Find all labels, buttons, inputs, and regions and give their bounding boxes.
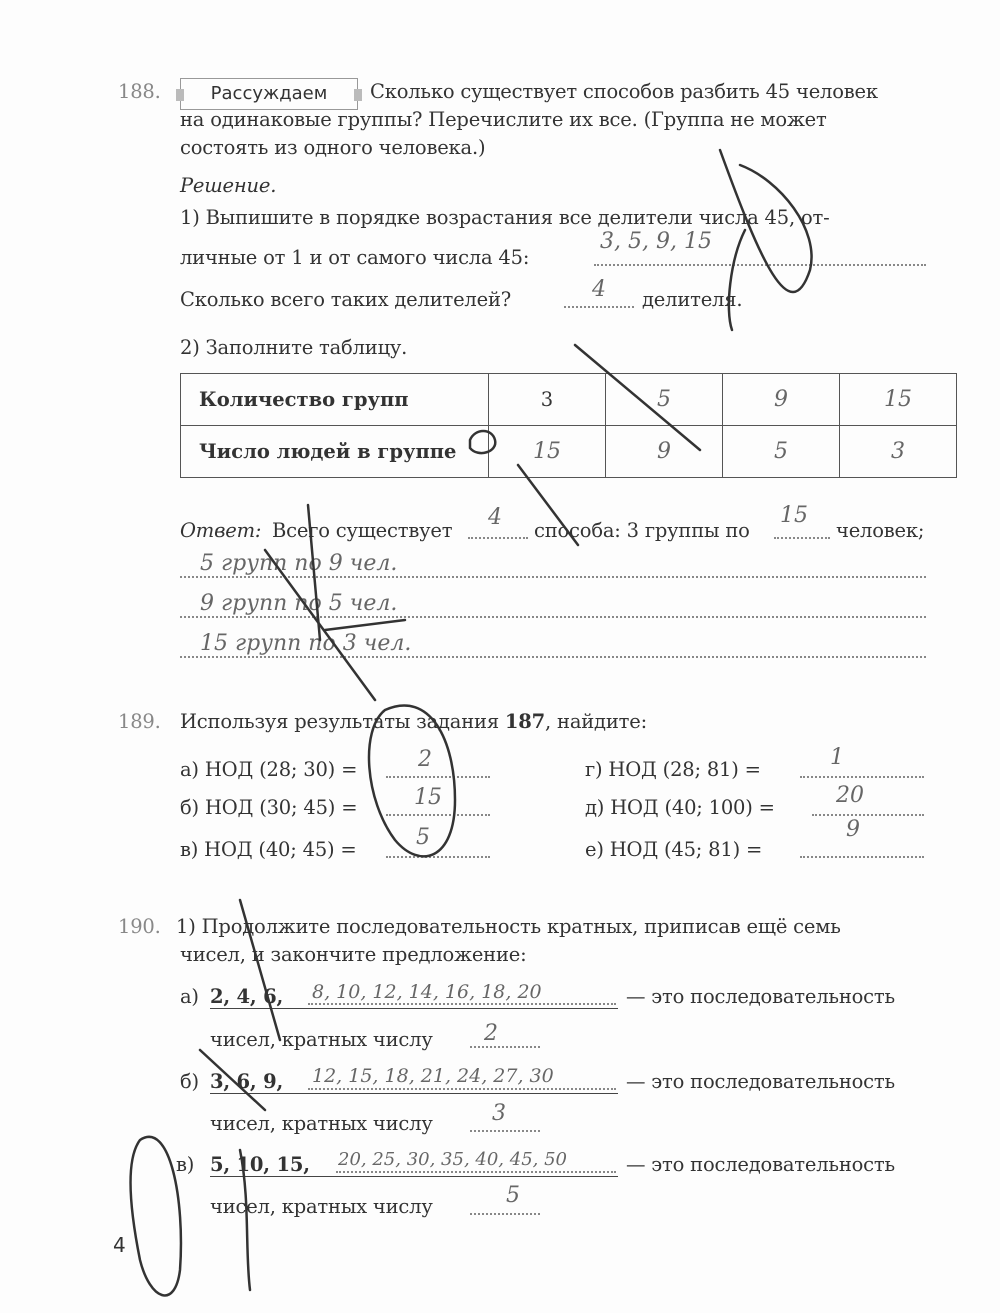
table-cell[interactable]: 3: [891, 438, 905, 464]
seq-a-start: 2, 4, 6,: [210, 985, 284, 1008]
step1-line-2: личные от 1 и от самого числа 45:: [180, 246, 530, 269]
answer-text-1: Всего существует: [272, 519, 453, 542]
task-number-190: 190.: [118, 915, 161, 938]
answer-line-2[interactable]: 9 групп по 5 чел.: [200, 591, 398, 616]
answer-dots: [470, 1046, 540, 1048]
underline: [210, 1093, 618, 1094]
answer-label: Ответ:: [180, 519, 262, 542]
gcd-b-answer[interactable]: 15: [414, 785, 442, 810]
answer-dots: [812, 814, 924, 816]
seq-suffix: — это последовательность: [626, 985, 895, 1008]
groups-table: [180, 373, 957, 478]
multiple-text: чисел, кратных числу: [210, 1195, 433, 1218]
seq-a-multiple[interactable]: 2: [484, 1021, 498, 1046]
underline: [210, 1008, 618, 1009]
task-188-line-2: на одинаковые группы? Перечислите их все. (Группа не может: [180, 108, 827, 131]
gcd-d-label: г) НОД (28; 81) =: [585, 758, 761, 781]
answer-dots: [386, 776, 490, 778]
task-190-line-1: 1) Продолжите последовательность кратных, приписав ещё семь: [176, 915, 841, 938]
answer-dots: [180, 616, 926, 618]
table-cell[interactable]: 15: [884, 386, 912, 412]
table-cell: 3: [489, 374, 606, 426]
seq-a-continuation[interactable]: 8, 10, 12, 14, 16, 18, 20: [312, 981, 542, 1003]
gcd-a-answer[interactable]: 2: [418, 747, 432, 772]
seq-c-continuation[interactable]: 20, 25, 30, 35, 40, 45, 50: [338, 1149, 567, 1170]
multiple-text: чисел, кратных числу: [210, 1028, 433, 1051]
count-suffix: делителя.: [642, 288, 743, 311]
gcd-a-label: а) НОД (28; 30) =: [180, 758, 358, 781]
task-190-line-2: чисел, и закончите предложение:: [180, 943, 527, 966]
answer-count[interactable]: 4: [488, 505, 502, 530]
answer-dots: [800, 856, 924, 858]
task-188-line-3: состоять из одного человека.): [180, 136, 486, 159]
seq-c-multiple[interactable]: 5: [506, 1183, 520, 1208]
answer-text-3: человек;: [836, 519, 925, 542]
count-question: Сколько всего таких делителей?: [180, 288, 512, 311]
step2-label: 2) Заполните таблицу.: [180, 336, 408, 359]
large-loop: [131, 1137, 181, 1296]
seq-a-label: а): [180, 985, 199, 1008]
table-cell[interactable]: 9: [657, 438, 671, 464]
seq-c-label: в): [176, 1153, 195, 1176]
answer-dots: [594, 264, 926, 266]
table-row: [181, 426, 957, 478]
seq-suffix: — это последовательность: [626, 1070, 895, 1093]
table-row: [181, 374, 957, 426]
answer-line-3[interactable]: 15 групп по 3 чел.: [200, 631, 412, 656]
answer-dots: [564, 306, 634, 308]
solution-label: Решение.: [180, 174, 277, 197]
scribble-line: [325, 620, 405, 630]
table-cell[interactable]: 5: [774, 438, 788, 464]
page-number: 4: [113, 1233, 126, 1257]
answer-dots: [470, 1130, 540, 1132]
underline: [210, 1176, 618, 1177]
seq-suffix: — это последовательность: [626, 1153, 895, 1176]
answer-dots: [800, 776, 924, 778]
seq-b-continuation[interactable]: 12, 15, 18, 21, 24, 27, 30: [312, 1065, 554, 1087]
seq-b-start: 3, 6, 9,: [210, 1070, 284, 1093]
table-cell[interactable]: 15: [533, 438, 561, 464]
gcd-e-answer[interactable]: 20: [836, 783, 864, 808]
step1-line-1: 1) Выпишите в порядке возрастания все делители числа 45, от-: [180, 206, 830, 229]
gcd-c-label: в) НОД (40; 45) =: [180, 838, 357, 861]
task-188-line-1: Сколько существует способов разбить 45 человек: [370, 80, 878, 103]
answer-dots: [180, 656, 926, 658]
seq-b-multiple[interactable]: 3: [492, 1101, 506, 1126]
intro-text: Используя результаты задания: [180, 710, 505, 733]
answer-dots: [774, 537, 830, 539]
gcd-d-answer[interactable]: 1: [830, 745, 844, 770]
answer-line-1[interactable]: 5 групп по 9 чел.: [200, 551, 398, 576]
seq-b-label: б): [180, 1070, 199, 1093]
table-cell[interactable]: 5: [657, 386, 671, 412]
seq-c-start: 5, 10, 15,: [210, 1153, 310, 1176]
answer-dots: [468, 537, 528, 539]
answer-dots: [386, 814, 490, 816]
answer-dots: [180, 576, 926, 578]
gcd-b-label: б) НОД (30; 45) =: [180, 796, 358, 819]
divisors-answer[interactable]: 3, 5, 9, 15: [600, 229, 712, 254]
task-ref: 187: [504, 710, 546, 733]
gcd-e-label: д) НОД (40; 100) =: [585, 796, 775, 819]
task-189-intro: [180, 710, 647, 734]
table-cell[interactable]: 9: [774, 386, 788, 412]
gcd-f-answer[interactable]: 9: [846, 817, 860, 842]
gcd-c-answer[interactable]: 5: [416, 825, 430, 850]
answer-text-2: способа: 3 группы по: [534, 519, 750, 542]
reasoning-badge: Рассуждаем: [180, 78, 358, 110]
task-number-189: 189.: [118, 710, 161, 733]
row-header: Количество групп: [181, 374, 489, 426]
intro-text: , найдите:: [545, 710, 647, 733]
row-header: Число людей в группе: [181, 426, 489, 478]
task-number-188: 188.: [118, 80, 161, 103]
gcd-f-label: е) НОД (45; 81) =: [585, 838, 763, 861]
answer-dots: [308, 1088, 616, 1090]
answer-people[interactable]: 15: [780, 503, 808, 528]
multiple-text: чисел, кратных числу: [210, 1112, 433, 1135]
count-answer[interactable]: 4: [592, 277, 606, 302]
answer-dots: [386, 856, 490, 858]
answer-dots: [470, 1213, 540, 1215]
check-mark-stroke: [729, 230, 745, 330]
